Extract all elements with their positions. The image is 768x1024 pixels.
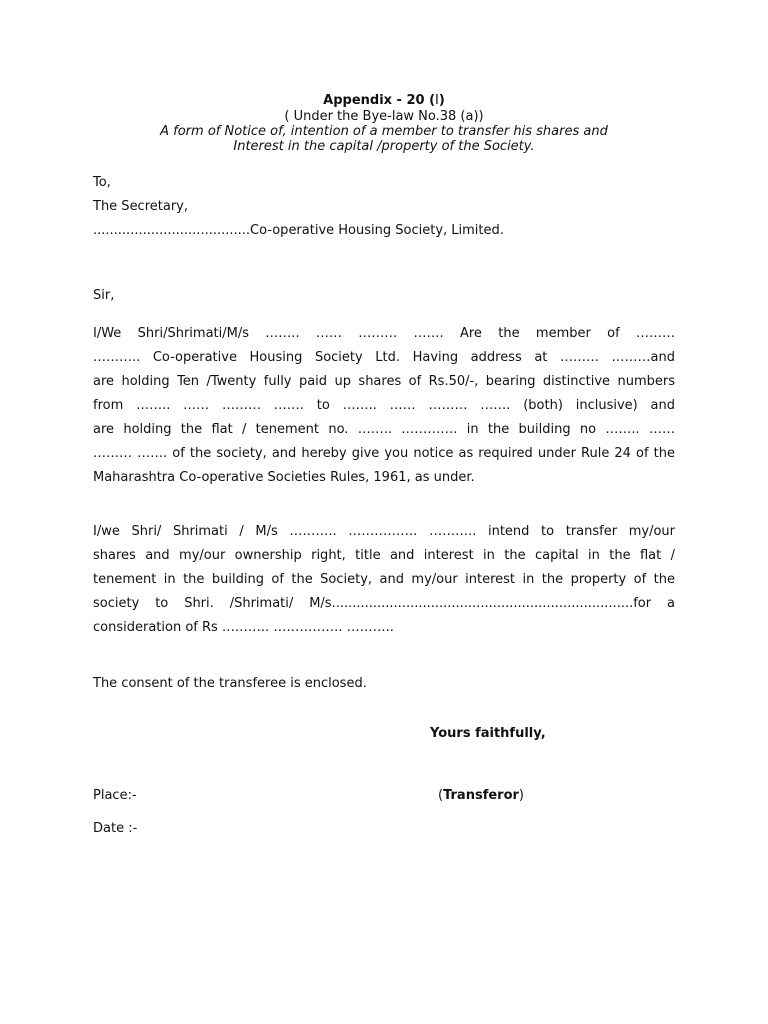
paragraph-line: consideration of Rs ……….. ……………. ……….. xyxy=(93,620,394,635)
paragraph-transfer-intent xyxy=(93,523,675,643)
bye-law-subtitle: ( Under the Bye-law No.38 (a)) xyxy=(284,109,484,124)
paragraph-line: ……… ……. of the society, and hereby give you notice as required under Rule 24 of the xyxy=(93,446,675,461)
paragraph-line: ……….. Co-operative Housing Society Ltd. Having address at ……… ………and xyxy=(93,350,675,365)
transferor-open-paren: ( xyxy=(438,788,444,803)
paragraph-line: I/We Shri/Shrimati/M/s …….. …… ……… ……. Are the member of ……… xyxy=(93,326,675,341)
transferor-text: Transferor xyxy=(443,788,519,803)
salutation: Sir, xyxy=(93,288,115,303)
transferor-label xyxy=(438,788,524,804)
address-to: To, xyxy=(93,175,111,190)
paragraph-line: Maharashtra Co-operative Societies Rules, 1961, as under. xyxy=(93,470,475,485)
consent-statement: The consent of the transferee is enclosed. xyxy=(93,676,367,691)
paragraph-line: shares and my/our ownership right, title and interest in the capital in the flat / xyxy=(93,548,675,563)
paragraph-line: from …….. …… ……… ……. to …….. …… ……… ……. (both) inclusive) and xyxy=(93,398,675,413)
date-label: Date :- xyxy=(93,821,138,836)
paragraph-line: are holding Ten /Twenty fully paid up shares of Rs.50/-, bearing distinctive numbers xyxy=(93,374,675,389)
address-society: ......................................Co-operative Housing Society, Limited. xyxy=(93,223,504,238)
form-description-line1: A form of Notice of, intention of a member to transfer his shares and xyxy=(160,124,608,139)
address-secretary: The Secretary, xyxy=(93,199,188,214)
appendix-title-suffix: ) xyxy=(438,93,445,108)
paragraph-line: society to Shri. /Shrimati/ M/s.........................................................................for a xyxy=(93,596,675,611)
paragraph-line: I/we Shri/ Shrimati / M/s ……….. ……………. ……….. intend to transfer my/our xyxy=(93,524,675,539)
appendix-title-prefix: Appendix - 20 ( xyxy=(323,93,436,108)
closing-yours-faithfully: Yours faithfully, xyxy=(430,726,546,741)
paragraph-line: tenement in the building of the Society, and my/our interest in the property of the xyxy=(93,572,675,587)
appendix-title xyxy=(0,93,768,109)
place-label: Place:- xyxy=(93,788,137,803)
paragraph-line: are holding the flat / tenement no. …….. …………. in the building no …….. …… xyxy=(93,422,675,437)
paragraph-member-details xyxy=(93,325,675,493)
transferor-close-paren: ) xyxy=(518,788,524,803)
form-description-line2: Interest in the capital /property of the Society. xyxy=(233,139,535,154)
appendix-title-mid: I xyxy=(435,93,439,108)
